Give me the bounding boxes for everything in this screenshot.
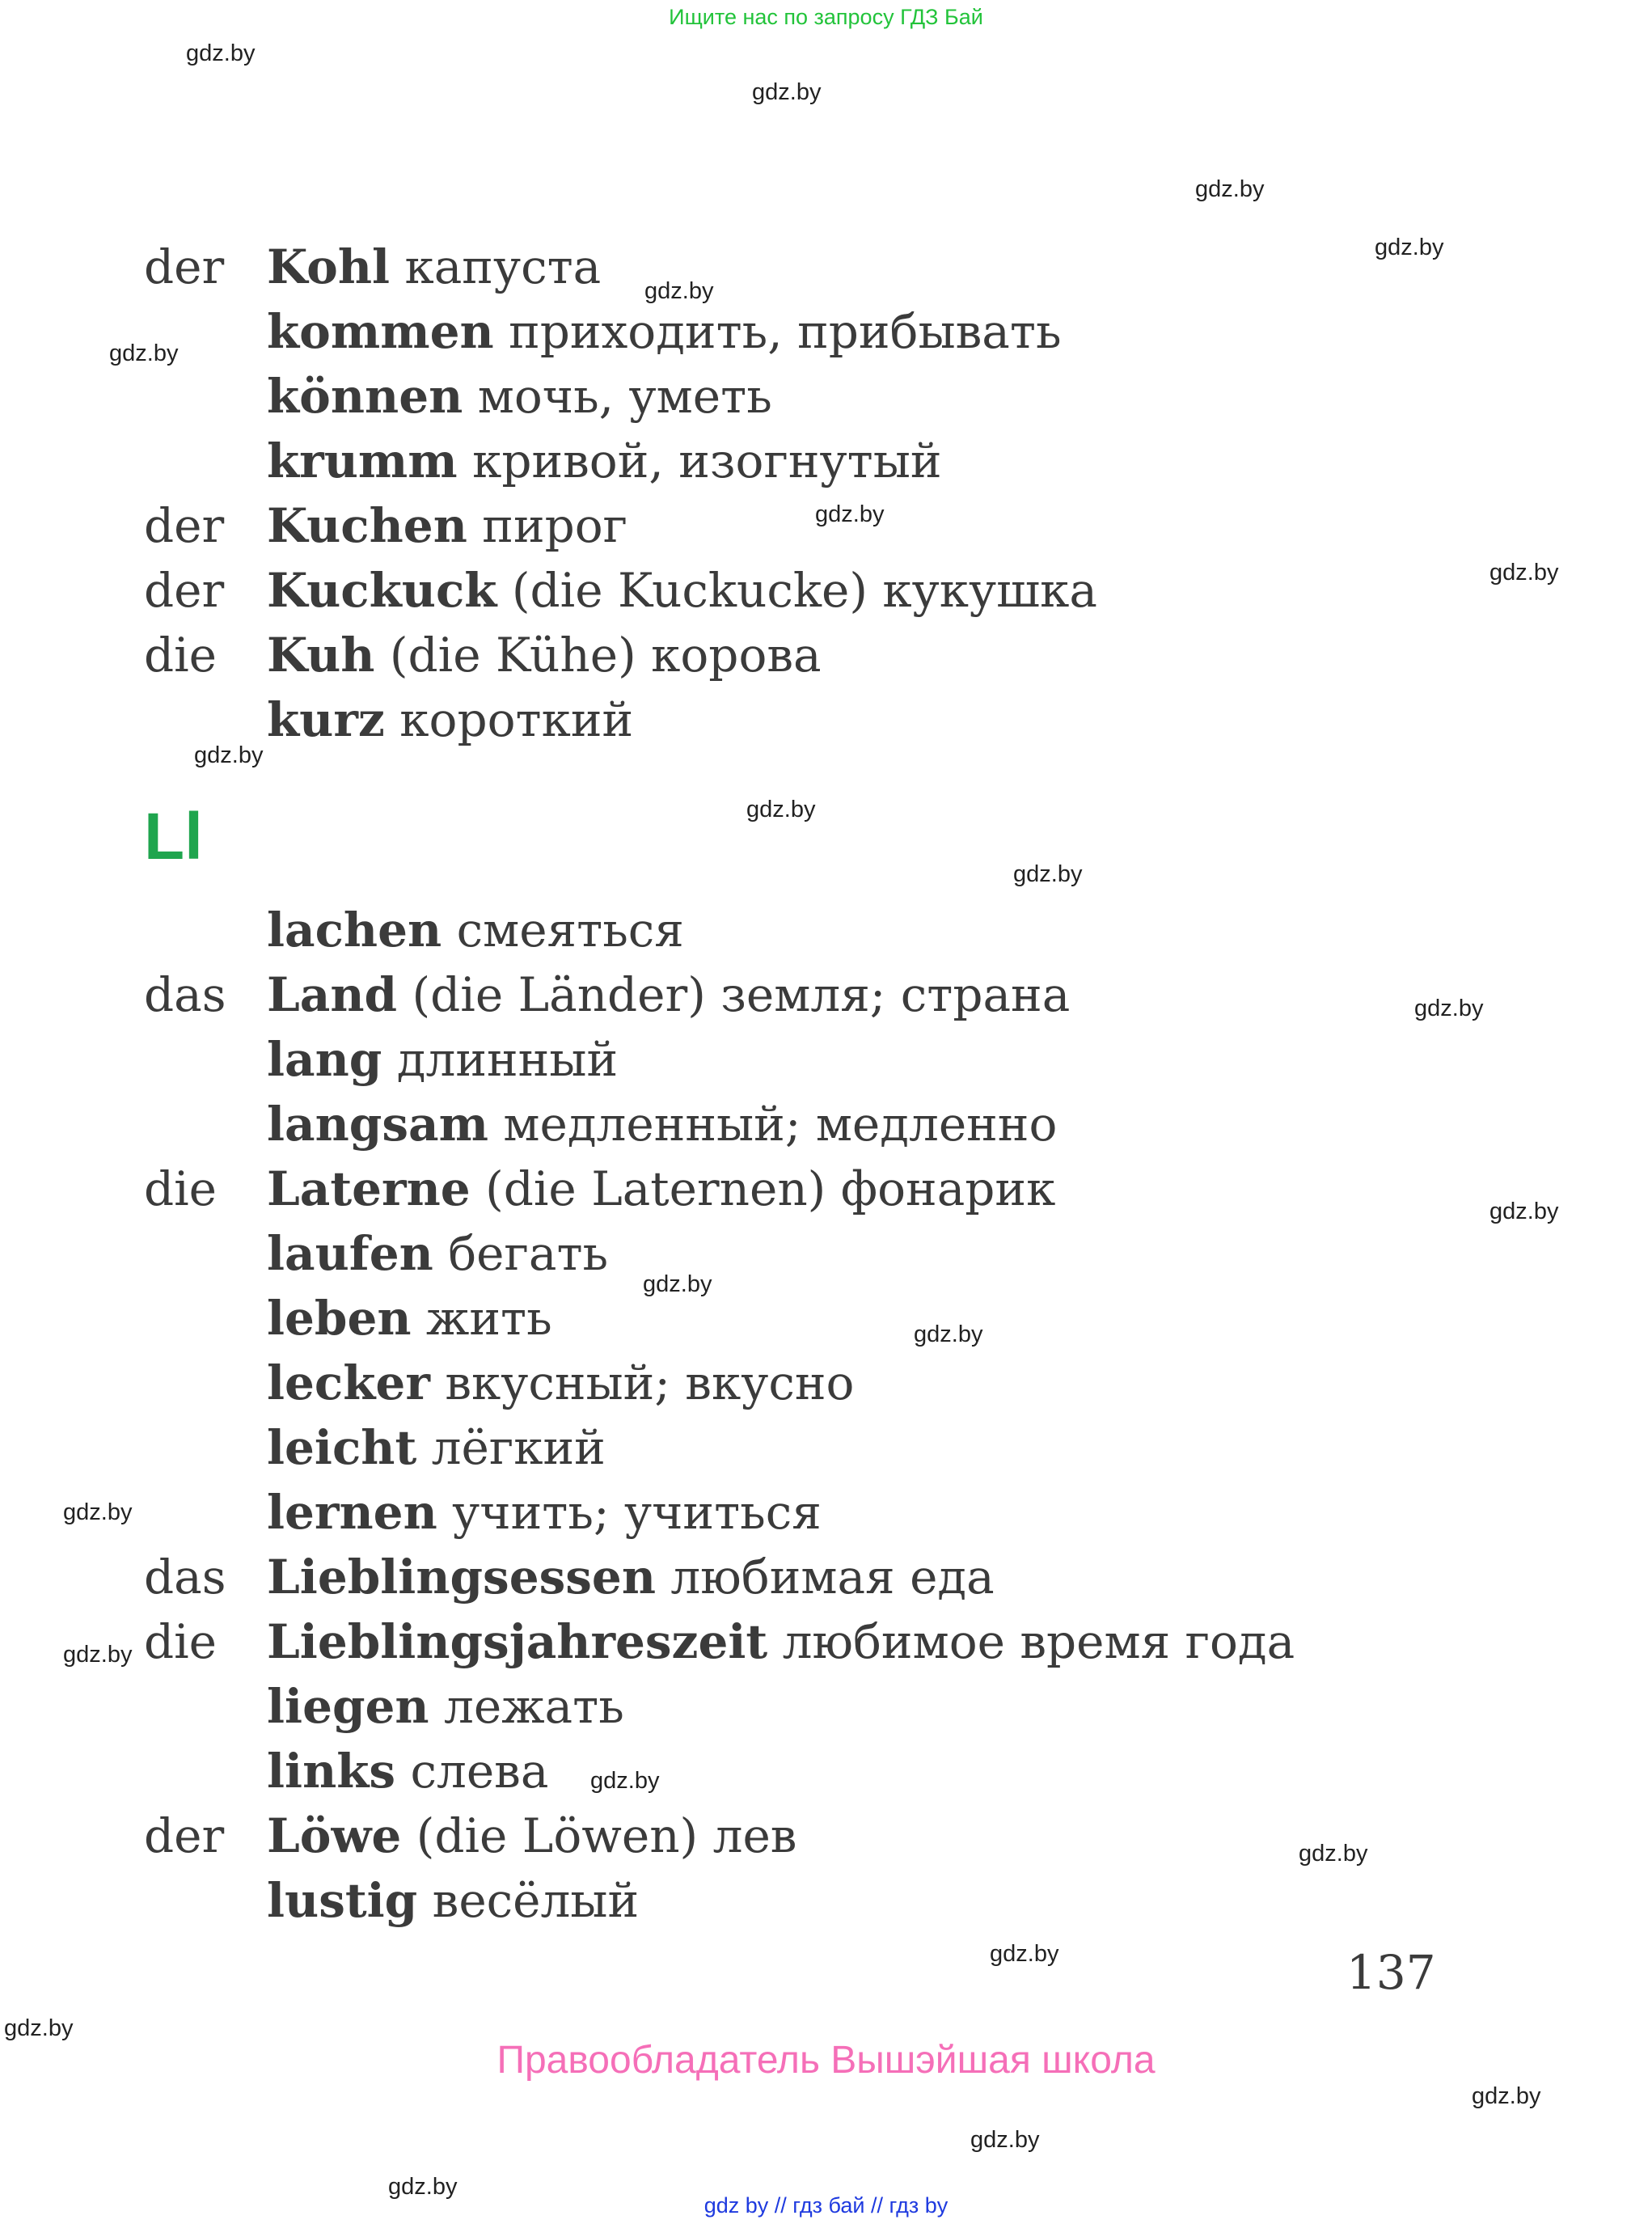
translation: мочь, уметь (463, 369, 772, 424)
headword: lecker (267, 1355, 430, 1410)
watermark: gdz.by (1414, 996, 1484, 1021)
translation: любимая еда (656, 1550, 995, 1605)
headword: leicht (267, 1420, 417, 1475)
watermark: gdz.by (1299, 1841, 1368, 1867)
watermark: gdz.by (970, 2127, 1040, 2153)
section-letter-heading: Ll (144, 800, 203, 873)
headword: leben (267, 1291, 412, 1346)
watermark: gdz.by (1489, 560, 1559, 586)
watermark: gdz.by (752, 79, 822, 105)
watermark: gdz.by (746, 797, 816, 822)
article: die (144, 1161, 218, 1216)
translation: учить; учиться (437, 1485, 822, 1540)
article: der (144, 498, 225, 553)
copyright-notice: Правообладатель Вышэйшая школа (496, 2039, 1156, 2082)
translation: смеяться (442, 903, 684, 958)
headword: lang (267, 1032, 382, 1087)
translation: короткий (384, 692, 634, 747)
headword: kommen (267, 304, 494, 359)
translation: слева (395, 1744, 549, 1799)
translation: капуста (390, 239, 602, 294)
translation: жить (411, 1291, 552, 1346)
article: der (144, 1808, 225, 1863)
headword: liegen (267, 1679, 429, 1734)
article: das (144, 967, 226, 1022)
translation: длинный (382, 1032, 619, 1087)
translation: (die Länder) земля; страна (397, 967, 1071, 1022)
headword: Kuchen (267, 498, 467, 553)
headword: laufen (267, 1226, 433, 1281)
watermark: gdz.by (63, 1642, 133, 1668)
headword: Land (267, 967, 398, 1022)
watermark: gdz.by (388, 2174, 458, 2200)
translation: лёгкий (416, 1420, 606, 1475)
translation: весёлый (417, 1873, 640, 1928)
watermark: gdz.by (590, 1768, 660, 1794)
translation: вкусный; вкусно (429, 1355, 855, 1410)
bottom-links[interactable]: gdz by // гдз бай // гдз by (703, 2193, 949, 2218)
translation: лежать (429, 1679, 624, 1734)
watermark: gdz.by (1375, 235, 1444, 260)
article: die (144, 628, 218, 683)
headword: Kohl (267, 239, 391, 294)
headword: langsam (267, 1097, 488, 1152)
watermark: gdz.by (1472, 2083, 1541, 2109)
article: der (144, 563, 225, 618)
top-banner[interactable]: Ищите нас по запросу ГДЗ Бай (669, 5, 983, 29)
watermark: gdz.by (4, 2015, 74, 2041)
headword: lustig (267, 1873, 418, 1928)
headword: Lieblingsjahreszeit (267, 1614, 768, 1669)
translation: (die Kühe) корова (374, 628, 822, 683)
headword: Kuckuck (267, 563, 497, 618)
article: das (144, 1550, 226, 1605)
headword: links (267, 1744, 396, 1799)
page-number: 137 (1346, 1945, 1436, 2000)
headword: krumm (267, 433, 458, 488)
translation: кривой, изогнутый (457, 433, 942, 488)
article: die (144, 1614, 218, 1669)
watermark: gdz.by (815, 501, 885, 527)
headword: Laterne (267, 1161, 471, 1216)
watermark: gdz.by (644, 278, 714, 304)
headword: Kuh (267, 628, 375, 683)
headword: lachen (267, 903, 442, 958)
headword: Löwe (267, 1808, 402, 1863)
translation: (die Kuckucke) кукушка (496, 563, 1097, 618)
translation: приходить, прибывать (493, 304, 1062, 359)
translation: пирог (467, 498, 628, 553)
watermark: gdz.by (990, 1941, 1059, 1967)
watermark: gdz.by (186, 40, 256, 66)
watermark: gdz.by (1013, 861, 1083, 887)
watermark: gdz.by (194, 742, 264, 768)
watermark: gdz.by (63, 1499, 133, 1525)
translation: медленный; медленно (488, 1097, 1058, 1152)
translation: любимое время года (767, 1614, 1295, 1669)
translation: (die Laternen) фонарик (470, 1161, 1056, 1216)
headword: kurz (267, 692, 385, 747)
headword: Lieblingsessen (267, 1550, 656, 1605)
headword: können (267, 369, 463, 424)
watermark: gdz.by (109, 340, 179, 366)
watermark: gdz.by (1489, 1199, 1559, 1224)
translation: бегать (433, 1226, 609, 1281)
watermark: gdz.by (1195, 176, 1265, 202)
watermark: gdz.by (914, 1321, 983, 1347)
article: der (144, 239, 225, 294)
translation: (die Löwen) лев (401, 1808, 797, 1863)
headword: lernen (267, 1485, 437, 1540)
watermark: gdz.by (643, 1271, 712, 1297)
